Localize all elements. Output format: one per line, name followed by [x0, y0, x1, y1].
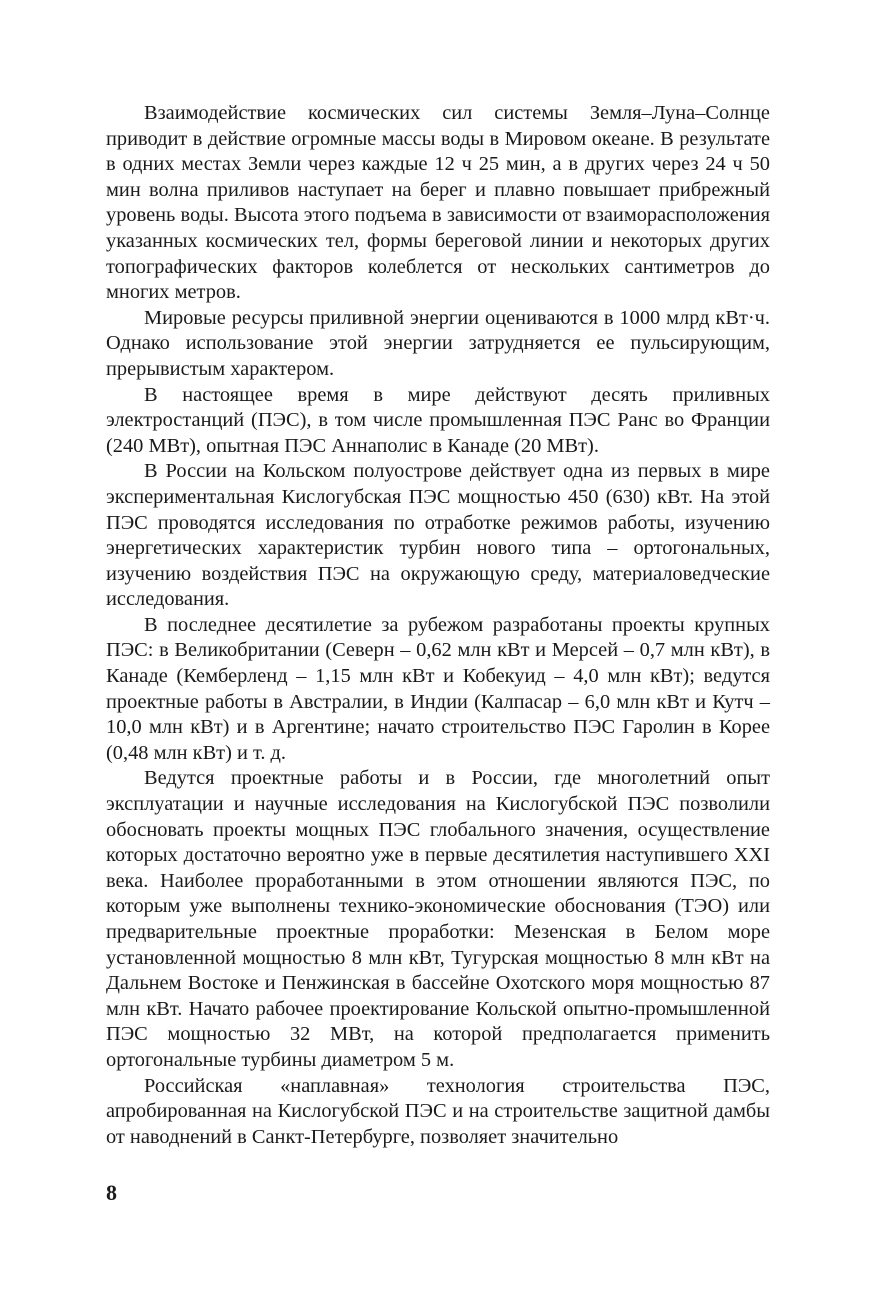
paragraph-operating-stations: В настоящее время в мире действуют десять приливных электростанций (ПЭС), в том числе промышленная ПЭС Ранс во Франции (240 МВт), опытная ПЭС Аннаполис в Канаде (20 МВт). — [106, 383, 770, 457]
body-text — [106, 101, 770, 1150]
paragraph-kislogubskaya: В России на Кольском полуострове действует одна из первых в мире экспериментальная Кислогубская ПЭС мощностью 450 (630) кВт. На этой ПЭС проводятся исследования по отработке режимов работы, изучению энергетических характеристик турбин нового типа – ортогональных, изучению воздействия ПЭС на окружающую среду, материаловедческие исследования. — [106, 460, 770, 611]
page-number: 8 — [106, 1180, 117, 1205]
paragraph-russian-projects: Ведутся проектные работы и в России, где многолетний опыт эксплуатации и научные исследования на Кислогубской ПЭС позволили обосновать проекты мощных ПЭС глобального значения, осуществление которых достаточно вероятно уже в первые десятилетия наступившего XXI века. Наиболее проработанными в этом отношении являются ПЭС, по которым уже выполнены технико-экономические обоснования (ТЭО) или предварительные проектные проработки: Мезенская в Белом море установленной мощностью 8 млн кВт, Тугурская мощностью 8 млн кВт на Дальнем Востоке и Пенжинская в бассейне Охотского моря мощностью 87 млн кВт. Начато рабочее проектирование Кольской опытно-промышленной ПЭС мощностью 32 МВт, на которой предполагается применить ортогональные турбины диаметром 5 м. — [106, 767, 770, 1071]
paragraph-floating-technology: Российская «наплавная» технология строительства ПЭС, апробированная на Кислогубской ПЭС и на строительстве защитной дамбы от наводнений в Санкт-Петербурге, позволяет значительно — [106, 1074, 770, 1148]
paragraph-foreign-projects: В последнее десятилетие за рубежом разработаны проекты крупных ПЭС: в Великобритании (Северн – 0,62 млн кВт и Мерсей – 0,7 млн кВт), в Канаде (Кемберленд – 1,15 млн кВт и Кобекуид – 4,0 млн кВт); ведутся проектные работы в Австралии, в Индии (Калпасар – 6,0 млн кВт и Кутч – 10,0 млн кВт) и в Аргентине; начато строительство ПЭС Гаролин в Корее (0,48 млн кВт) и т. д. — [106, 613, 770, 764]
paragraph-world-resources: Мировые ресурсы приливной энергии оцениваются в 1000 млрд кВт·ч. Однако использование этой энергии затрудняется ее пульсирующим, прерывистым характером. — [106, 306, 770, 380]
paragraph-tidal-forces: Взаимодействие космических сил системы Земля–Луна–Солнце приводит в действие огромные массы воды в Мировом океане. В результате в одних местах Земли через каждые 12 ч 25 мин, а в других через 24 ч 50 мин волна приливов наступает на берег и плавно повышает прибрежный уровень воды. Высота этого подъема в зависимости от взаиморасположения указанных космических тел, формы береговой линии и некоторых других топографических факторов колеблется от нескольких сантиметров до многих метров. — [106, 102, 770, 304]
